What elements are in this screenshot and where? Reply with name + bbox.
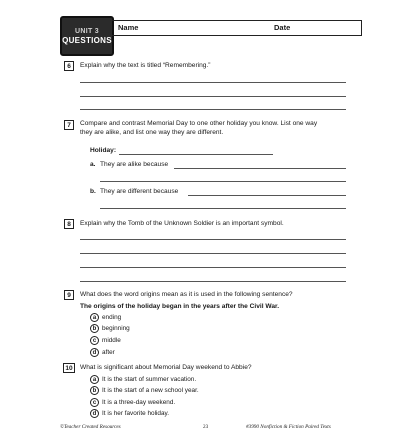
footer-page-number: 23 [203, 424, 209, 430]
question-10-text: What is significant about Memorial Day weekend to Abbie? [80, 364, 252, 371]
question-6-text: Explain why the text is titled “Remembering.” [80, 62, 211, 69]
answer-line[interactable] [80, 82, 346, 83]
answer-line[interactable] [80, 267, 346, 268]
option-b-circle[interactable]: b [90, 386, 99, 395]
option-text: ending [102, 314, 122, 321]
question-10-number: 10 [63, 363, 75, 373]
answer-line[interactable] [80, 96, 346, 97]
date-label: Date [274, 23, 291, 32]
option-c-circle[interactable]: c [90, 398, 99, 407]
option-a-circle[interactable]: a [90, 313, 99, 322]
answer-line[interactable] [80, 281, 346, 282]
answer-line[interactable] [100, 181, 346, 182]
q10-option-c[interactable] [90, 398, 175, 407]
badge-label: QUESTIONS [62, 35, 112, 45]
q10-option-b[interactable] [90, 386, 199, 395]
question-8-text: Explain why the Tomb of the Unknown Soldier is an important symbol. [80, 220, 284, 227]
question-8-number: 8 [64, 219, 74, 229]
option-text: beginning [102, 325, 130, 332]
option-d-circle[interactable]: d [90, 409, 99, 418]
name-date-box[interactable] [112, 20, 362, 36]
q10-option-a[interactable] [90, 375, 196, 384]
question-9-number: 9 [64, 290, 74, 300]
q9-option-c[interactable] [90, 336, 121, 345]
question-7-text-line1: Compare and contrast Memorial Day to one other holiday you know. List one way [80, 120, 318, 127]
option-d-circle[interactable]: d [90, 348, 99, 357]
answer-line[interactable] [80, 253, 346, 254]
option-text: middle [102, 337, 121, 344]
unit-badge [60, 16, 114, 56]
question-7-number: 7 [64, 120, 74, 130]
option-b-text: They are different because [100, 188, 179, 195]
answer-line[interactable] [174, 168, 346, 169]
q10-option-d[interactable] [90, 409, 169, 418]
option-c-circle[interactable]: c [90, 336, 99, 345]
question-9-text: What does the word origins mean as it is used in the following sentence? [80, 291, 293, 298]
option-text: It is the start of summer vacation. [102, 376, 197, 383]
badge-unit: UNIT 3 [75, 27, 99, 35]
question-6-number: 6 [64, 61, 74, 71]
worksheet-header [60, 16, 362, 56]
q9-option-a[interactable] [90, 313, 121, 322]
option-b-letter: b. [90, 188, 96, 195]
answer-line[interactable] [100, 208, 346, 209]
question-9-sentence: The origins of the holiday began in the years after the Civil War. [80, 303, 280, 310]
answer-line[interactable] [188, 195, 346, 196]
holiday-label: Holiday: [90, 147, 117, 154]
footer-book-title: #3990 Nonfiction & Fiction Paired Texts [246, 424, 331, 430]
question-7-text-line2: they are alike, and list one way they are different. [80, 129, 224, 136]
name-label: Name [118, 23, 139, 32]
q9-option-d[interactable] [90, 348, 115, 357]
holiday-input-line[interactable] [119, 154, 273, 155]
option-a-circle[interactable]: a [90, 375, 99, 384]
footer-copyright: ©Teacher Created Resources [60, 424, 121, 430]
option-b-circle[interactable]: b [90, 324, 99, 333]
option-text: It is her favorite holiday. [102, 410, 170, 417]
answer-line[interactable] [80, 239, 346, 240]
q9-option-b[interactable] [90, 324, 130, 333]
answer-line[interactable] [80, 109, 346, 110]
option-a-letter: a. [90, 161, 96, 168]
option-text: It is a three-day weekend. [102, 399, 176, 406]
option-text: after [102, 349, 115, 356]
option-a-text: They are alike because [100, 161, 169, 168]
option-text: It is the start of a new school year. [102, 387, 199, 394]
